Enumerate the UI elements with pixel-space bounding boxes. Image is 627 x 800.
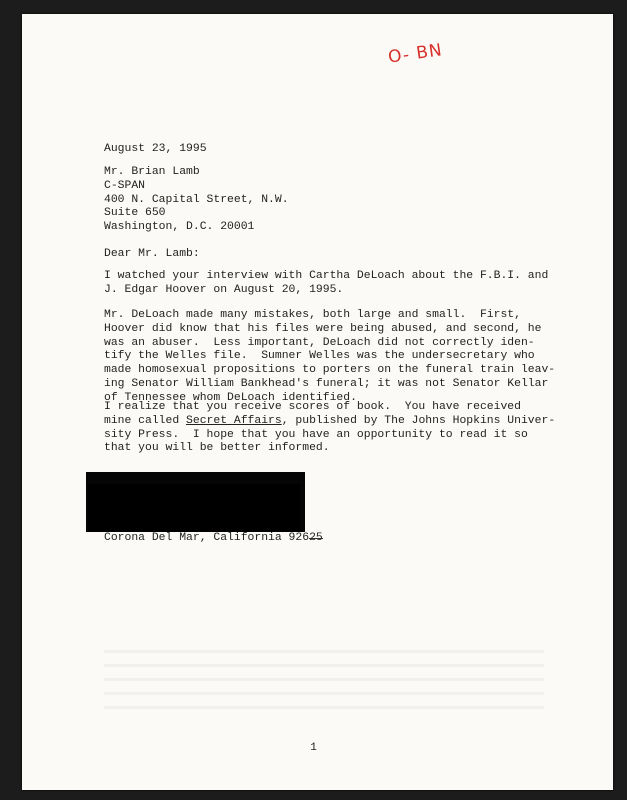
paragraph-2: Mr. DeLoach made many mistakes, both large and small. First, Hoover did know that his files were being abused, and second, he was an abuser. Less important, DeLoach did not correctly iden- tify the Welles file. Sumner Welles was the undersecretary who made homosexual propositions to porters on the funeral train leav- ing Senator William Bankhead's funeral; it was not Senator Kellar of Tennessee whom DeLoach identified. <box>104 309 556 404</box>
redaction-block-lower <box>88 484 300 532</box>
struck-zip-digits: 25 <box>309 532 323 544</box>
letter-date: August 23, 1995 <box>104 143 207 155</box>
recipient-suite: Suite 650 <box>104 207 166 220</box>
paragraph-3: I realize that you receive scores of book. You have received mine called Secret Affairs, published by The Johns Hopkins Univer- sity Press. I hope that you have an opportunity to read it so that you will be better informed. <box>104 401 556 455</box>
handwritten-annotation: O- BN <box>386 40 444 68</box>
show-through-text <box>104 650 544 710</box>
sender-city: Corona Del Mar, California 92625 <box>104 532 323 544</box>
recipient-street: 400 N. Capital Street, N.W. <box>104 193 289 206</box>
paragraph-1: I watched your interview with Cartha DeLoach about the F.B.I. and J. Edgar Hoover on August 20, 1995. <box>104 270 549 296</box>
recipient-org: C-SPAN <box>104 179 146 192</box>
recipient-address <box>104 166 289 235</box>
recipient-city: Washington, D.C. 20001 <box>104 221 255 234</box>
page-number: 1 <box>310 742 317 754</box>
salutation: Dear Mr. Lamb: <box>104 248 200 260</box>
book-title: Secret Affairs <box>186 414 282 427</box>
recipient-name: Mr. Brian Lamb <box>104 166 200 178</box>
